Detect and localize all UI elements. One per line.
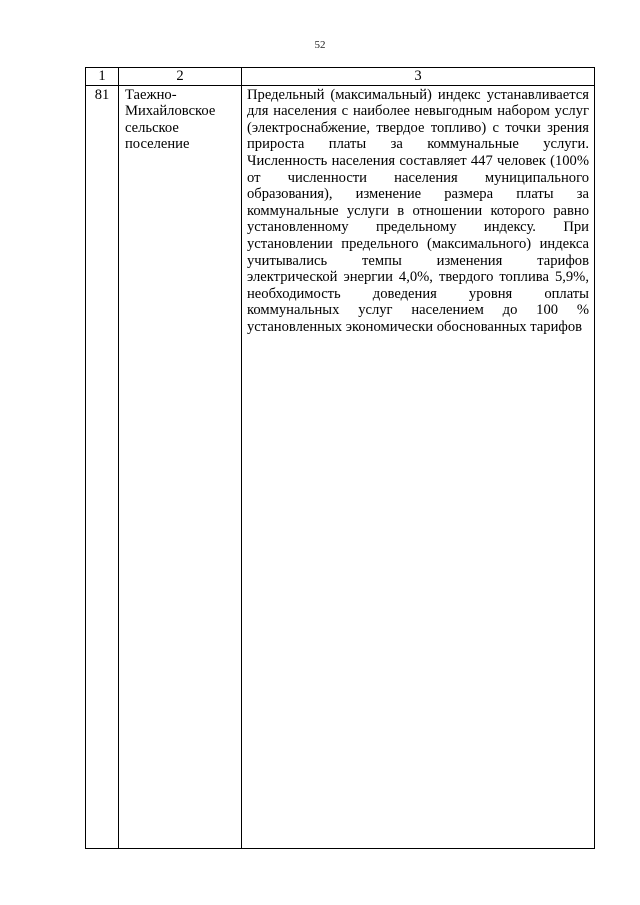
column-header-3: 3 bbox=[242, 68, 595, 86]
index-table bbox=[85, 67, 595, 849]
table-header-row bbox=[86, 68, 595, 86]
column-header-1: 1 bbox=[86, 68, 119, 86]
row-number: 81 bbox=[86, 85, 119, 848]
settlement-name: Таежно-Михайловское сельское поселение bbox=[119, 85, 242, 848]
column-header-2: 2 bbox=[119, 68, 242, 86]
page-number: 52 bbox=[314, 39, 326, 51]
table-row bbox=[86, 85, 595, 848]
index-description: Предельный (максимальный) индекс устанавливается для населения с наиболее невыгодным набором услуг (электроснабжение, твердое топливо) с точки зрения прироста платы за коммунальные услуги. Численность населения составляет 447 человек (100% от численности населения муниципального образования), изменение размера платы за коммунальные услуги в отношении которого равно установленному предельному индексу. При установлении предельного (максимального) индекса учитывались темпы изменения тарифов электрической энергии 4,0%, твердого топлива 5,9%, необходимость доведения уровня оплаты коммунальных услуг населением до 100 % установленных экономически обоснованных тарифов bbox=[242, 85, 595, 848]
